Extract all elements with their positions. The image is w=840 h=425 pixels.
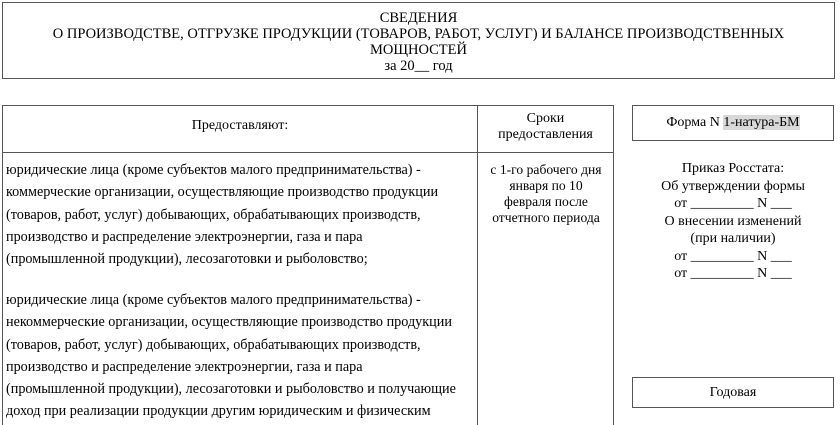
order-line: Об утверждении формы: [661, 178, 805, 194]
deadline-line: февраля после: [504, 194, 588, 209]
provider-commercial: [6, 159, 476, 270]
deadline-line: с 1-го рабочего дня: [490, 162, 602, 177]
form-prefix: Форма N: [666, 115, 724, 130]
provider-noncommercial: [6, 289, 476, 423]
title-line-4: за 20__ год: [384, 58, 453, 74]
provider-line: производство и распределение электроэнергии, газа и пара: [6, 228, 363, 245]
provider-line: юридические лица (кроме субъектов малого предпринимательства) -: [6, 292, 421, 308]
deadline-cell: [481, 162, 611, 226]
rosstat-order: [632, 160, 834, 283]
reporting-period: Годовая: [632, 377, 834, 408]
order-line: Приказ Росстата:: [681, 161, 785, 176]
provider-line: некоммерческие организации, осуществляющие производство продукции: [6, 314, 452, 331]
provider-line: (товаров, работ, услуг) добывающих, обрабатывающих производств,: [6, 336, 421, 353]
title-line-1: СВЕДЕНИЯ: [379, 10, 458, 26]
order-line: (при наличии): [690, 231, 776, 246]
order-line: от _________ N ___: [674, 266, 792, 281]
provider-line: производство и распределение электроэнергии, газа и пара: [6, 358, 363, 375]
column-divider: [477, 106, 478, 425]
providers-table: [2, 105, 614, 425]
provider-line: доход при реализации продукции другим юридическим и физическим: [6, 403, 431, 420]
provider-line: коммерческие организации, осуществляющие производство продукции: [6, 184, 439, 201]
order-line: О внесении изменений: [664, 213, 802, 229]
provider-line: (промышленной продукции), лесозаготовки и рыболовство и получающие: [6, 381, 456, 398]
table-header: [3, 106, 613, 153]
deadline-line: января по 10: [509, 178, 583, 193]
form-code: 1-натура-БМ: [723, 115, 800, 130]
title-line-3: МОЩНОСТЕЙ: [370, 42, 467, 58]
title-line-2: О ПРОИЗВОДСТВЕ, ОТГРУЗКЕ ПРОДУКЦИИ (ТОВАРОВ, РАБОТ, УСЛУГ) И БАЛАНСЕ ПРОИЗВОДСТВЕННЫХ: [52, 26, 785, 42]
provider-line: (промышленной продукции), лесозаготовки и рыболовство;: [6, 251, 368, 268]
header-deadline: [478, 111, 613, 143]
report-title: [2, 2, 835, 79]
deadline-line: отчетного периода: [492, 210, 600, 225]
order-line: от _________ N ___: [674, 196, 792, 211]
header-deadline-line-2: предоставления: [498, 127, 593, 142]
header-providers: Предоставляют:: [191, 118, 289, 133]
header-deadline-line-1: Сроки: [526, 111, 565, 126]
provider-line: (товаров, работ, услуг) добывающих, обрабатывающих производств,: [6, 206, 421, 223]
order-line: от _________ N ___: [674, 248, 792, 264]
provider-line: юридические лица (кроме субъектов малого предпринимательства) -: [6, 162, 421, 178]
form-code-box: [632, 105, 834, 141]
